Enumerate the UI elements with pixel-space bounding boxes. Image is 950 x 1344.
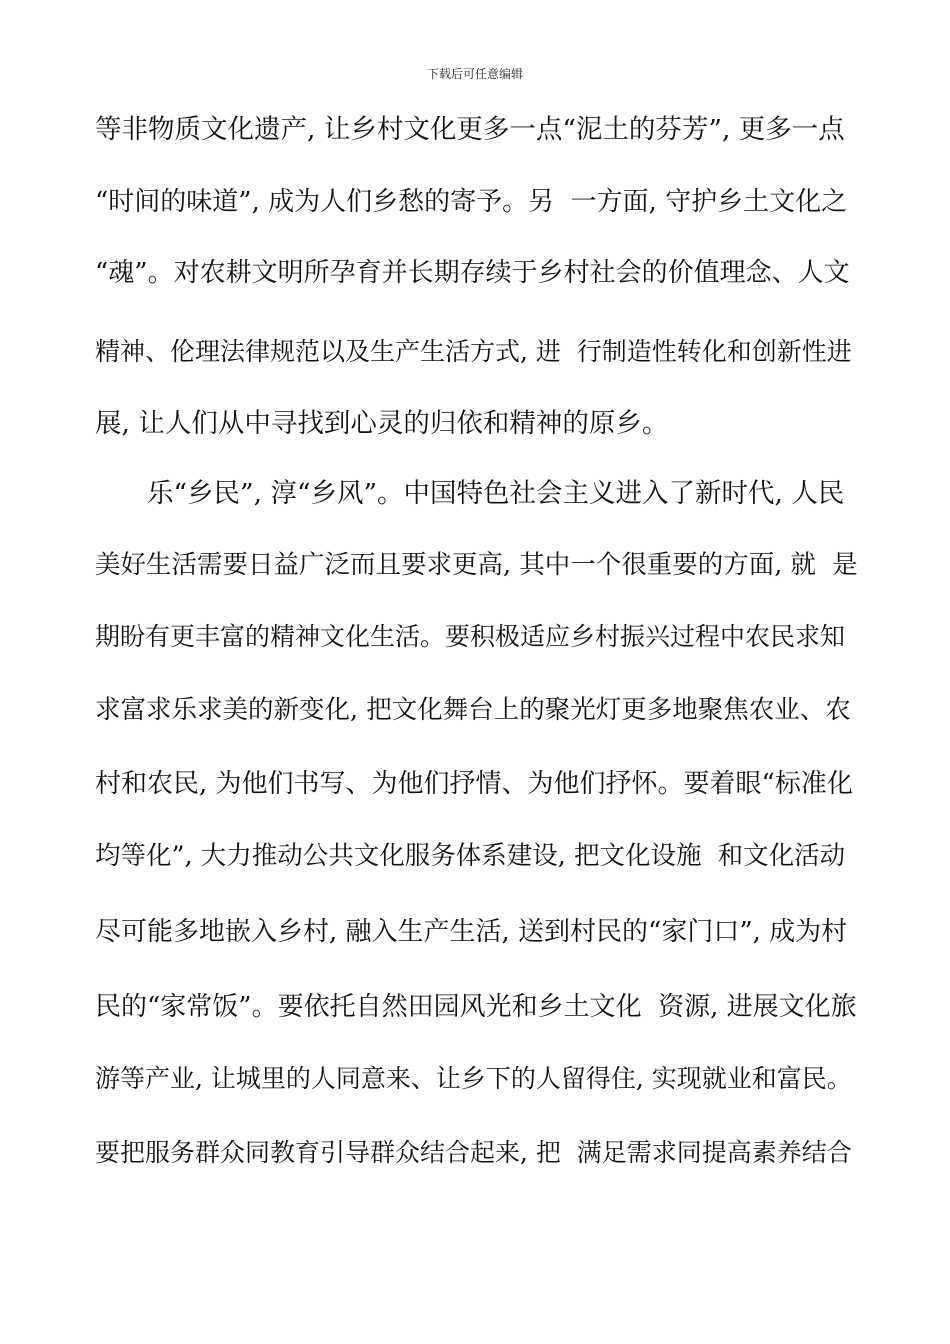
- text-line: 求富求乐求美的新变化, 把文化舞台上的聚光灯更多地聚焦农业、农: [95, 695, 851, 725]
- text-line: 均等化”, 大力推动公共文化服务体系建设, 把文化设施 和文化活动: [95, 841, 846, 871]
- text-line: 游等产业, 让城里的人同意来、让乡下的人留得住, 实现就业和富民。: [95, 1064, 852, 1093]
- text-line: 村和农民, 为他们书写、为他们抒情、为他们抒怀。要着眼“标准化: [95, 769, 853, 799]
- text-line: 美好生活需要日益广泛而且要求更高, 其中一个很重要的方面, 就 是: [95, 550, 858, 580]
- text-line: 期盼有更丰富的精神文化生活。要积极适应乡村振兴过程中农民求知: [95, 622, 846, 651]
- page-header: 下载后可任意编辑: [426, 67, 523, 81]
- text-line: 要把服务群众同教育引导群众结合起来, 把 满足需求同提高素养结合: [95, 1138, 852, 1167]
- text-line: 精神、伦理法律规范以及生产生活方式, 进 行制造性转化和创新性进: [95, 337, 852, 366]
- paragraph-first-line: 乐“乡民”, 淳“乡风”。中国特色社会主义进入了新时代, 人民: [147, 478, 845, 509]
- text-line: 尽可能多地嵌入乡村, 融入生产生活, 送到村民的“家门口”, 成为村: [95, 917, 848, 947]
- text-line: 等非物质文化遗产, 让乡村文化更多一点“泥土的芬芳”, 更多一点: [95, 114, 845, 145]
- text-line: 展, 让人们从中寻找到心灵的归依和精神的原乡。: [95, 408, 669, 439]
- text-line: “魂”。对农耕文明所孕育并长期存续于乡村社会的价值理念、人文: [95, 258, 850, 288]
- text-line: 民的“家常饭”。要依托自然田园风光和乡土文化 资源, 进展文化旅: [95, 992, 857, 1022]
- text-line: “时间的味道”, 成为人们乡愁的寄予。另 一方面, 守护乡土文化之: [95, 187, 848, 217]
